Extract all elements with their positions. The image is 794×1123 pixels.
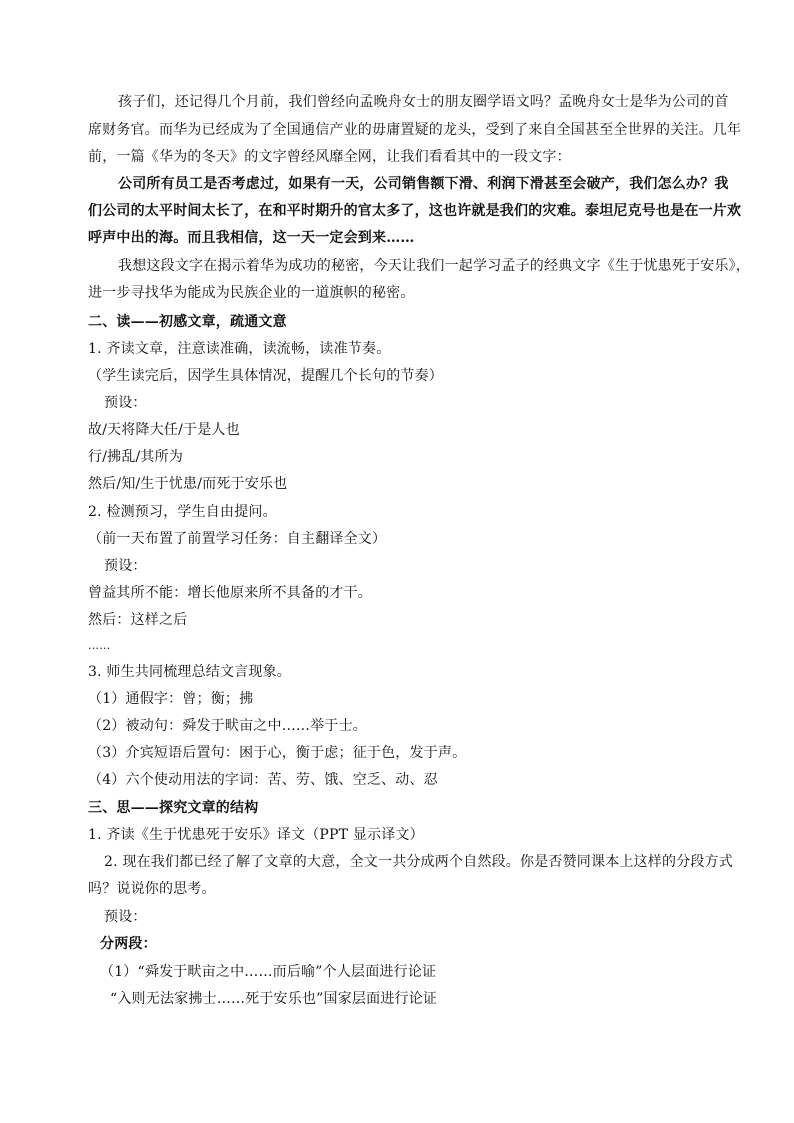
section3-item1: 1. 齐读《生于忧患死于安乐》译文（PPT 显示译文）	[88, 827, 424, 843]
quote-line-3: 呼声中出的海。而且我相信，这一天一定会到来……	[88, 230, 415, 246]
preset-label: 预设：	[104, 909, 147, 925]
phenomenon-1: （1）通假字：曾；衡；拂	[88, 691, 254, 707]
transition-line-1: 我想这段文字在揭示着华为成功的秘密，今天让我们一起学习孟子的经典文字《生于忧患死于安乐》，	[118, 258, 750, 274]
preset-label: 预设：	[104, 395, 147, 411]
section2-item1: 1. 齐读文章，注意读准确，读流畅，读准节奏。	[88, 341, 391, 357]
section3-item2-line-2: 吗？说说你的思考。	[88, 881, 216, 897]
quote-line-1: 公司所有员工是否考虑过，如果有一天，公司销售额下滑、利润下滑甚至会破产，我们怎么办？我	[118, 176, 729, 192]
section2-item1-note: （学生读完后，因学生具体情况，提醒几个长句的节奏）	[88, 368, 443, 384]
split-label: 分两段：	[100, 936, 157, 952]
transition-line-2: 进一步寻找华为能成为民族企业的一道旗帜的秘密。	[88, 285, 415, 301]
split-item-1: （1）“舜发于畎亩之中……而后喻”个人层面进行论证	[100, 964, 437, 980]
split-item-2: “入则无法家拂士……死于安乐也”国家层面进行论证	[110, 991, 438, 1007]
phenomenon-2: （2）被动句：舜发于畎亩之中……举于士。	[88, 718, 367, 734]
rhythm-line-2: 行/拂乱/其所为	[88, 449, 184, 465]
phenomenon-4: （4）六个使动用法的字词：苦、劳、饿、空乏、动、忍	[88, 772, 438, 788]
rhythm-line-1: 故/天将降大任/于是人也	[88, 422, 240, 438]
intro-line-2: 席财务官。而华为已经成为了全国通信产业的毋庸置疑的龙头，受到了来自全国甚至全世界的关注。几年	[88, 122, 742, 138]
section2-item3: 3. 师生共同梳理总结文言现象。	[88, 664, 292, 680]
section2-item2-note: （前一天布置了前置学习任务：自主翻译全文）	[88, 531, 387, 547]
section3-heading: 三、思——探究文章的结构	[88, 800, 259, 816]
intro-line-1: 孩子们，还记得几个月前，我们曾经向孟晚舟女士的朋友圈学语文吗？孟晚舟女士是华为公司的首	[118, 94, 729, 110]
section3-item2-line-1: 2. 现在我们都已经了解了文章的大意，全文一共分成两个自然段。你是否赞同课本上这样的分段方式	[104, 854, 734, 870]
qa-line-1: 曾益其所不能：增长他原来所不具备的才干。	[88, 585, 372, 601]
preset-label: 预设：	[104, 558, 147, 574]
quote-line-2: 们公司的太平时间太长了，在和平时期升的官太多了，这也许就是我们的灾难。泰坦尼克号也是在一片欢	[88, 203, 742, 219]
phenomenon-3: （3）介宾短语后置句：困于心，衡于虑；征于色，发于声。	[88, 745, 467, 761]
section2-heading: 二、读——初感文章，疏通文意	[88, 314, 287, 330]
section2-item2: 2. 检测预习，学生自由提问。	[88, 504, 277, 520]
ellipsis-line: ……	[88, 639, 111, 652]
qa-line-2: 然后：这样之后	[88, 612, 188, 628]
intro-line-3: 前，一篇《华为的冬天》的文字曾经风靡全网，让我们看看其中的一段文字：	[88, 149, 571, 165]
rhythm-line-3: 然后/知/生于忧患/而死于安乐也	[88, 476, 288, 492]
